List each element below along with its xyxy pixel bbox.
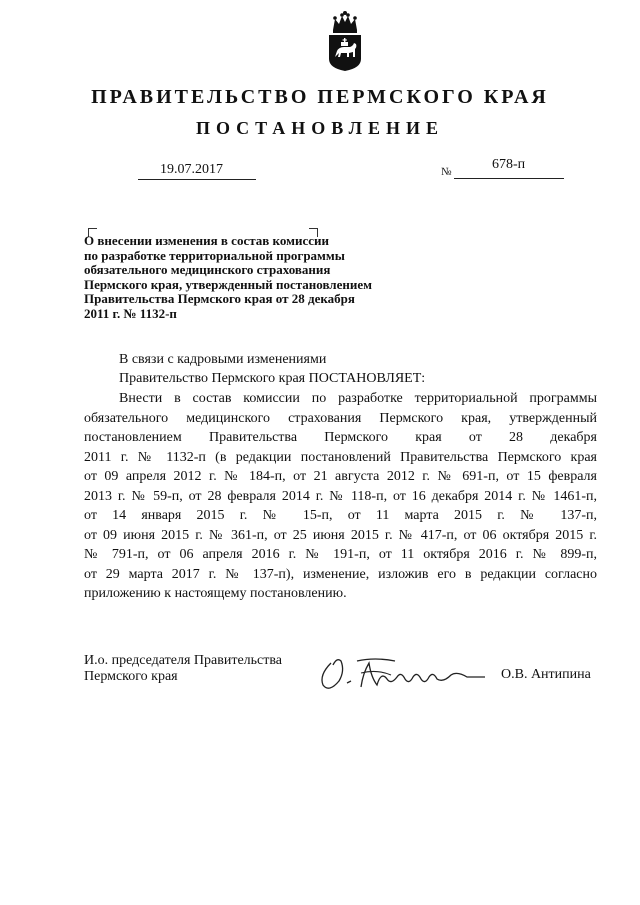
body-line: постановлением Правительства Пермского края от 28 декабря xyxy=(84,430,597,445)
subject-line: О внесении изменения в состав комиссии xyxy=(84,233,329,248)
body-line: от 09 апреля 2012 г. № 184-п, от 21 августа 2012 г. № 691-п, от 15 февраля xyxy=(84,469,597,484)
body-line: 2013 г. № 59-п, от 28 февраля 2014 г. № 118-п, от 16 декабря 2014 г. № 1461-п, xyxy=(84,488,597,504)
document-type: ПОСТАНОВЛЕНИЕ xyxy=(195,118,445,138)
body-line: от 14 января 2015 г. № 15-п, от 11 марта 2015 г. № 137-п, xyxy=(84,508,597,523)
date-underline xyxy=(138,179,256,180)
body-line: от 29 марта 2017 г. № 137-п), изменение, изложив его в редакции согласно xyxy=(84,566,597,582)
decree-paragraph: Правительство Пермского края ПОСТАНОВЛЯЕТ: xyxy=(119,371,426,386)
signatory-title-line: И.о. председателя Правительства xyxy=(84,653,283,668)
body-line: 2011 г. № 1132-п (в редакции постановлений Правительства Пермского края xyxy=(84,449,597,465)
body-line: № 791-п, от 06 апреля 2016 г. № 191-п, от 11 октября 2016 г. № 899-п, xyxy=(84,547,597,562)
handwritten-signature xyxy=(317,653,492,693)
signatory-title xyxy=(84,653,282,685)
number-underline xyxy=(454,178,564,179)
subject-line: обязательного медицинского страхования xyxy=(84,262,331,277)
subject-line: по разработке территориальной программы xyxy=(84,247,345,263)
coat-of-arms-emblem xyxy=(326,10,364,72)
body-line: приложению к настоящему постановлению. xyxy=(84,586,347,601)
subject-line: 2011 г. № 1132-п xyxy=(84,305,177,321)
document-number: 678-п xyxy=(492,157,526,172)
intro-paragraph: В связи с кадровыми изменениями xyxy=(119,352,327,367)
signatory-title-line: Пермского края xyxy=(84,669,178,684)
document-date: 19.07.2017 xyxy=(160,162,223,177)
subject-heading xyxy=(84,234,434,321)
subject-line: Правительства Пермского края от 28 декабря xyxy=(84,291,355,306)
government-title: ПРАВИТЕЛЬСТВО ПЕРМСКОГО КРАЯ xyxy=(91,86,549,108)
signatory-name: О.В. Антипина xyxy=(501,667,591,682)
body-line: от 09 июня 2015 г. № 361-п, от 25 июня 2015 г. № 417-п, от 06 октября 2015 г. xyxy=(84,527,597,543)
body-line: обязательного медицинского страхования Пермского края, утвержденный xyxy=(84,410,597,426)
body-line: Внести в состав комиссии по разработке территориальной программы xyxy=(119,391,597,406)
resolution-body xyxy=(84,389,597,604)
number-sign: № xyxy=(441,166,452,178)
subject-line: Пермского края, утвержденный постановлением xyxy=(84,276,372,292)
